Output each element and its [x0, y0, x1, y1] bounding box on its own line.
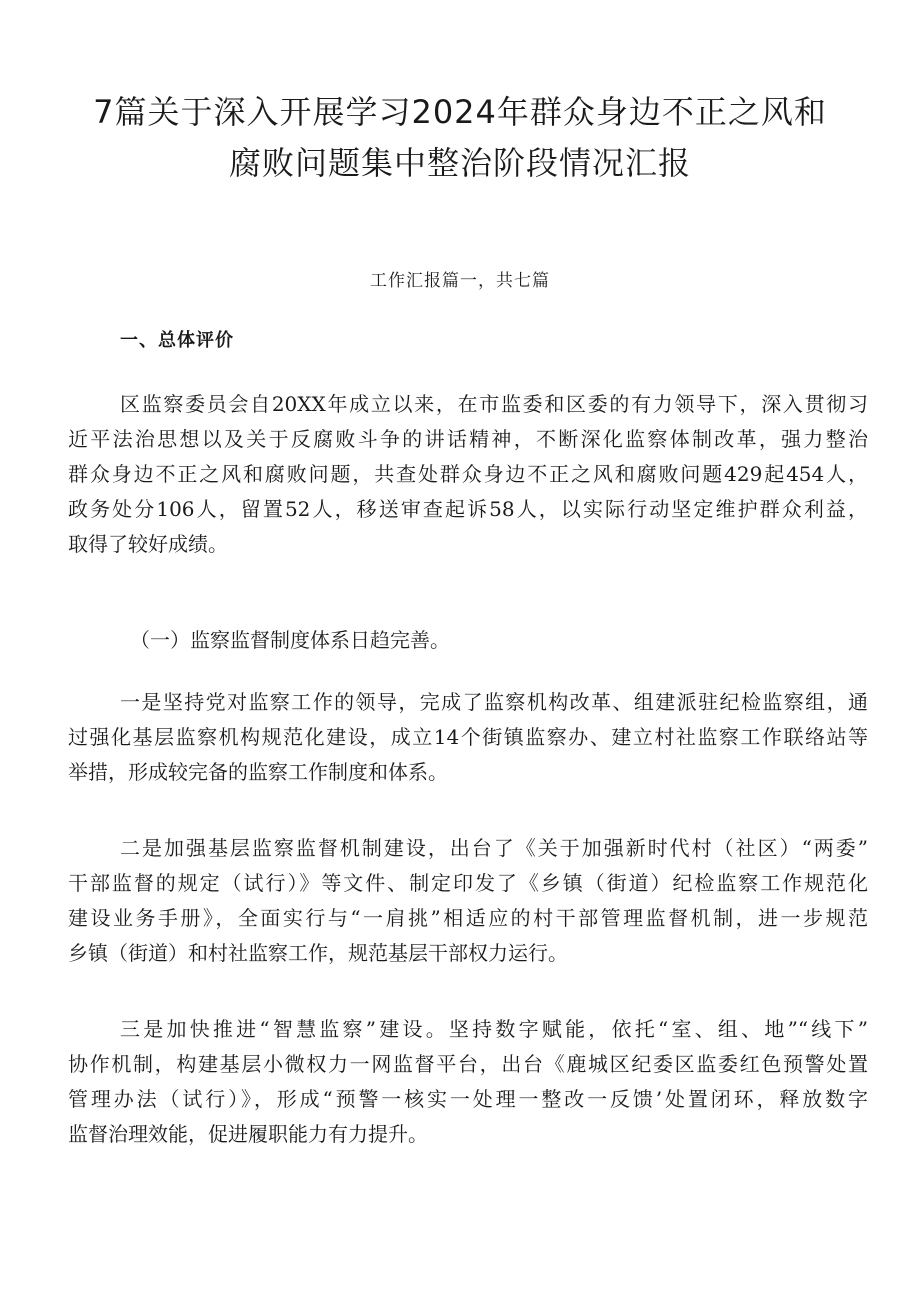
paragraph-line: 二是加强基层监察监督机制建设，出台了《关于加强新时代村（社区）“两委” [120, 836, 868, 860]
paragraph-line: 干部监督的规定（试行）》等文件、制定印发了《乡镇（街道）纪检监察工作规范化 [68, 871, 868, 895]
paragraph-line: 一是坚持党对监察工作的领导，完成了监察机构改革、组建派驻纪检监察组，通 [120, 690, 868, 714]
paragraph-point-two [68, 831, 868, 971]
paragraph-point-one [68, 685, 868, 790]
paragraph-line: 取得了较好成绩。 [68, 532, 228, 556]
paragraph-line: 三是加快推进“智慧监察”建设。坚持数字赋能，依托“室、组、地”“线下” [120, 1017, 868, 1041]
paragraph-line: 过强化基层监察机构规范化建设，成立14个街镇监察办、建立村社监察工作联络站等 [68, 725, 868, 749]
paragraph-line: 近平法治思想以及关于反腐败斗争的讲话精神，不断深化监察体制改革，强力整治 [68, 427, 868, 451]
paragraph-line: 乡镇（街道）和村社监察工作，规范基层干部权力运行。 [68, 941, 568, 965]
paragraph-line: 区监察委员会自20XX年成立以来，在市监委和区委的有力领导下，深入贯彻习 [120, 392, 868, 416]
paragraph-line: 协作机制，构建基层小微权力一网监督平台，出台《鹿城区纪委区监委红色预警处置 [68, 1052, 868, 1076]
paragraph-line: 举措，形成较完备的监察工作制度和体系。 [68, 760, 448, 784]
paragraph-line: 群众身边不正之风和腐败问题，共查处群众身边不正之风和腐败问题429起454人， [68, 462, 868, 486]
paragraph-line: 政务处分106人，留置52人，移送审查起诉58人，以实际行动坚定维护群众利益， [68, 497, 868, 521]
document-title-line-1: 7篇关于深入开展学习2024年群众身边不正之风和 [93, 93, 827, 131]
section-heading-overall-evaluation: 一、总体评价 [120, 330, 234, 351]
document-subtitle: 工作汇报篇一，共七篇 [370, 271, 550, 291]
paragraph-line: 建设业务手册》，全面实行与“一肩挑”相适应的村干部管理监督机制，进一步规范 [68, 906, 868, 930]
paragraph-line: 监督治理效能，促进履职能力有力提升。 [68, 1122, 428, 1146]
paragraph-overview [68, 387, 868, 562]
paragraph-point-three [68, 1012, 868, 1152]
paragraph-line: 管理办法（试行）》，形成“预警一核实一处理一整改一反馈’处置闭环，释放数字 [68, 1087, 868, 1111]
document-title-line-2: 腐败问题集中整治阶段情况汇报 [228, 144, 691, 182]
subsection-heading-supervision-system: （一）监察监督制度体系日趋完善。 [130, 628, 450, 652]
